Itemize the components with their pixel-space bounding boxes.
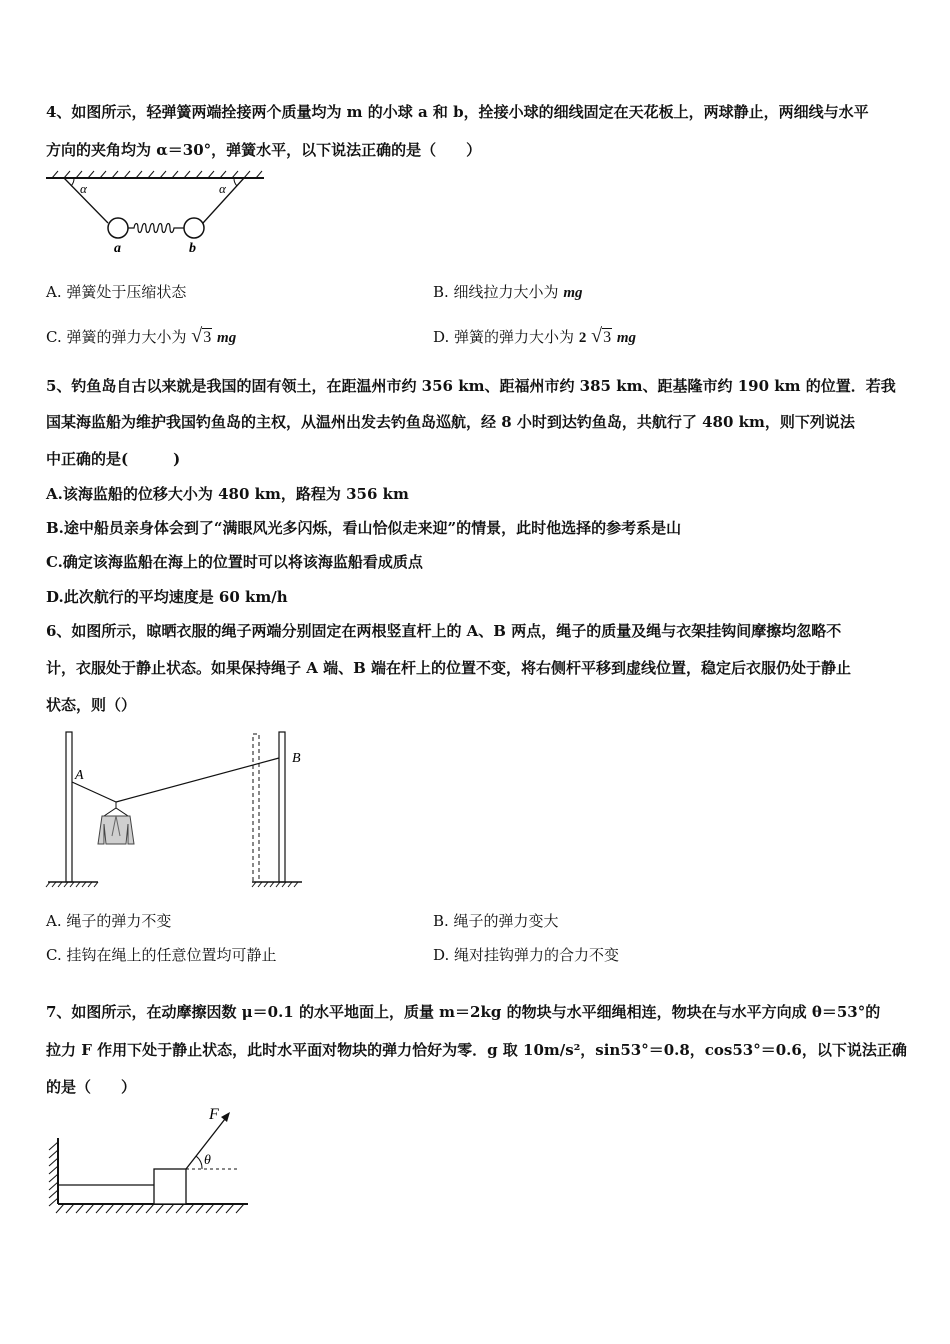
alpha-right-label: α bbox=[219, 181, 226, 196]
wall-hatch bbox=[49, 1142, 58, 1206]
q4-option-c-text: C. 弹簧的弹力大小为 bbox=[46, 328, 187, 346]
q5-stem-line2: 国某海监船为维护我国钓鱼岛的主权，从温州出发去钓鱼岛巡航，经 8 小时到达钓鱼岛，共航行了 480 km，则下列说法 bbox=[46, 413, 855, 431]
spring bbox=[128, 224, 184, 233]
q4-option-c-mg: mg bbox=[217, 330, 237, 346]
q4-option-d-coef: 2 bbox=[578, 330, 587, 346]
dashed-pole bbox=[253, 734, 259, 882]
q5-option-a[interactable]: A.该海监船的位移大小为 480 km，路程为 356 km bbox=[46, 485, 409, 503]
q6-stem-line3: 状态，则（） bbox=[46, 696, 137, 714]
ceiling-hatch bbox=[52, 171, 262, 178]
q5-option-b[interactable]: B.途中船员亲身体会到了“满眼风光多闪烁，看山恰似走来迎”的情景，此时他选择的参考系是山 bbox=[46, 519, 682, 537]
q5-stem-line1: 5、钓鱼岛自古以来就是我国的固有领土，在距温州市约 356 km、距福州市约 385 km、距基隆市约 190 km 的位置．若我 bbox=[46, 377, 896, 395]
q7-figure bbox=[44, 1104, 254, 1220]
ball-a bbox=[108, 218, 128, 238]
q4-option-d-mg: mg bbox=[616, 330, 637, 346]
block bbox=[154, 1169, 186, 1204]
ball-b-label: b bbox=[189, 241, 196, 256]
q5-option-d[interactable]: D.此次航行的平均速度是 60 km/h bbox=[46, 588, 288, 606]
sqrt3-symbol: √3 bbox=[191, 325, 212, 347]
radicand: 3 bbox=[603, 329, 612, 346]
q6-option-b[interactable]: B. 绳子的弹力变大 bbox=[433, 912, 559, 930]
theta-label: θ bbox=[204, 1153, 211, 1168]
ball-b bbox=[184, 218, 204, 238]
floor-hatch bbox=[56, 1204, 244, 1213]
q4-stem-line2: 方向的夹角均为 α＝30°，弹簧水平，以下说法正确的是（ ） bbox=[46, 141, 482, 159]
q6-option-a[interactable]: A. 绳子的弹力不变 bbox=[46, 912, 172, 930]
q7-stem-line3: 的是（ ） bbox=[46, 1078, 137, 1096]
rope-right bbox=[116, 758, 279, 802]
alpha-left-label: α bbox=[80, 181, 87, 196]
right-pole bbox=[279, 732, 285, 882]
q6-option-c[interactable]: C. 挂钩在绳上的任意位置均可静止 bbox=[46, 946, 277, 964]
radicand: 3 bbox=[203, 329, 212, 346]
q4-stem-line1: 4、如图所示，轻弹簧两端拴接两个质量均为 m 的小球 a 和 b，拴接小球的细线固定在天花板上，两球静止，两细线与水平 bbox=[46, 103, 869, 121]
q7-stem-line1: 7、如图所示，在动摩擦因数 μ＝0.1 的水平地面上，质量 m＝2kg 的物块与水平细绳相连，物块在与水平方向成 θ＝53°的 bbox=[46, 1003, 881, 1021]
rope-left bbox=[72, 782, 116, 802]
q7-stem-line2: 拉力 F 作用下处于静止状态，此时水平面对物块的弹力恰好为零．g 取 10m/s²，sin53°＝0.8，cos53°＝0.6，以下说法正确 bbox=[46, 1041, 907, 1059]
q6-stem-line1: 6、如图所示，晾晒衣服的绳子两端分别固定在两根竖直杆上的 A、B 两点，绳子的质量及绳与衣架挂钩间摩擦均忽略不 bbox=[46, 622, 842, 640]
ball-a-label: a bbox=[114, 241, 121, 256]
q4-figure bbox=[44, 170, 268, 256]
theta-arc bbox=[196, 1156, 202, 1169]
hanger-clothes-icon bbox=[98, 802, 134, 844]
alpha-left-arc bbox=[71, 178, 74, 186]
sqrt3-symbol: √3 bbox=[591, 325, 612, 347]
point-a-label: A bbox=[75, 768, 84, 783]
force-f-arrowhead bbox=[221, 1112, 230, 1122]
q4-option-d[interactable] bbox=[433, 326, 636, 348]
alpha-right-arc bbox=[234, 178, 237, 186]
q4-option-b-text: B. 细线拉力大小为 bbox=[433, 283, 559, 301]
q6-option-d[interactable]: D. 绳对挂钩弹力的合力不变 bbox=[433, 946, 620, 964]
left-pole bbox=[66, 732, 72, 882]
q6-figure bbox=[44, 728, 316, 888]
q4-option-a[interactable]: A. 弹簧处于压缩状态 bbox=[46, 283, 187, 301]
q4-option-c[interactable] bbox=[46, 326, 236, 348]
q4-option-d-text: D. 弹簧的弹力大小为 bbox=[433, 328, 575, 346]
force-f-label: F bbox=[209, 1106, 219, 1123]
point-b-label: B bbox=[292, 751, 301, 766]
q5-stem-line3: 中正确的是( ) bbox=[46, 450, 181, 468]
q5-option-c[interactable]: C.确定该海监船在海上的位置时可以将该海监船看成质点 bbox=[46, 553, 423, 571]
q6-stem-line2: 计，衣服处于静止状态。如果保持绳子 A 端、B 端在杆上的位置不变，将右侧杆平移到虚线位置，稳定后衣服仍处于静止 bbox=[46, 659, 851, 677]
q4-option-b[interactable] bbox=[433, 282, 583, 303]
q4-option-b-mg: mg bbox=[563, 285, 583, 301]
